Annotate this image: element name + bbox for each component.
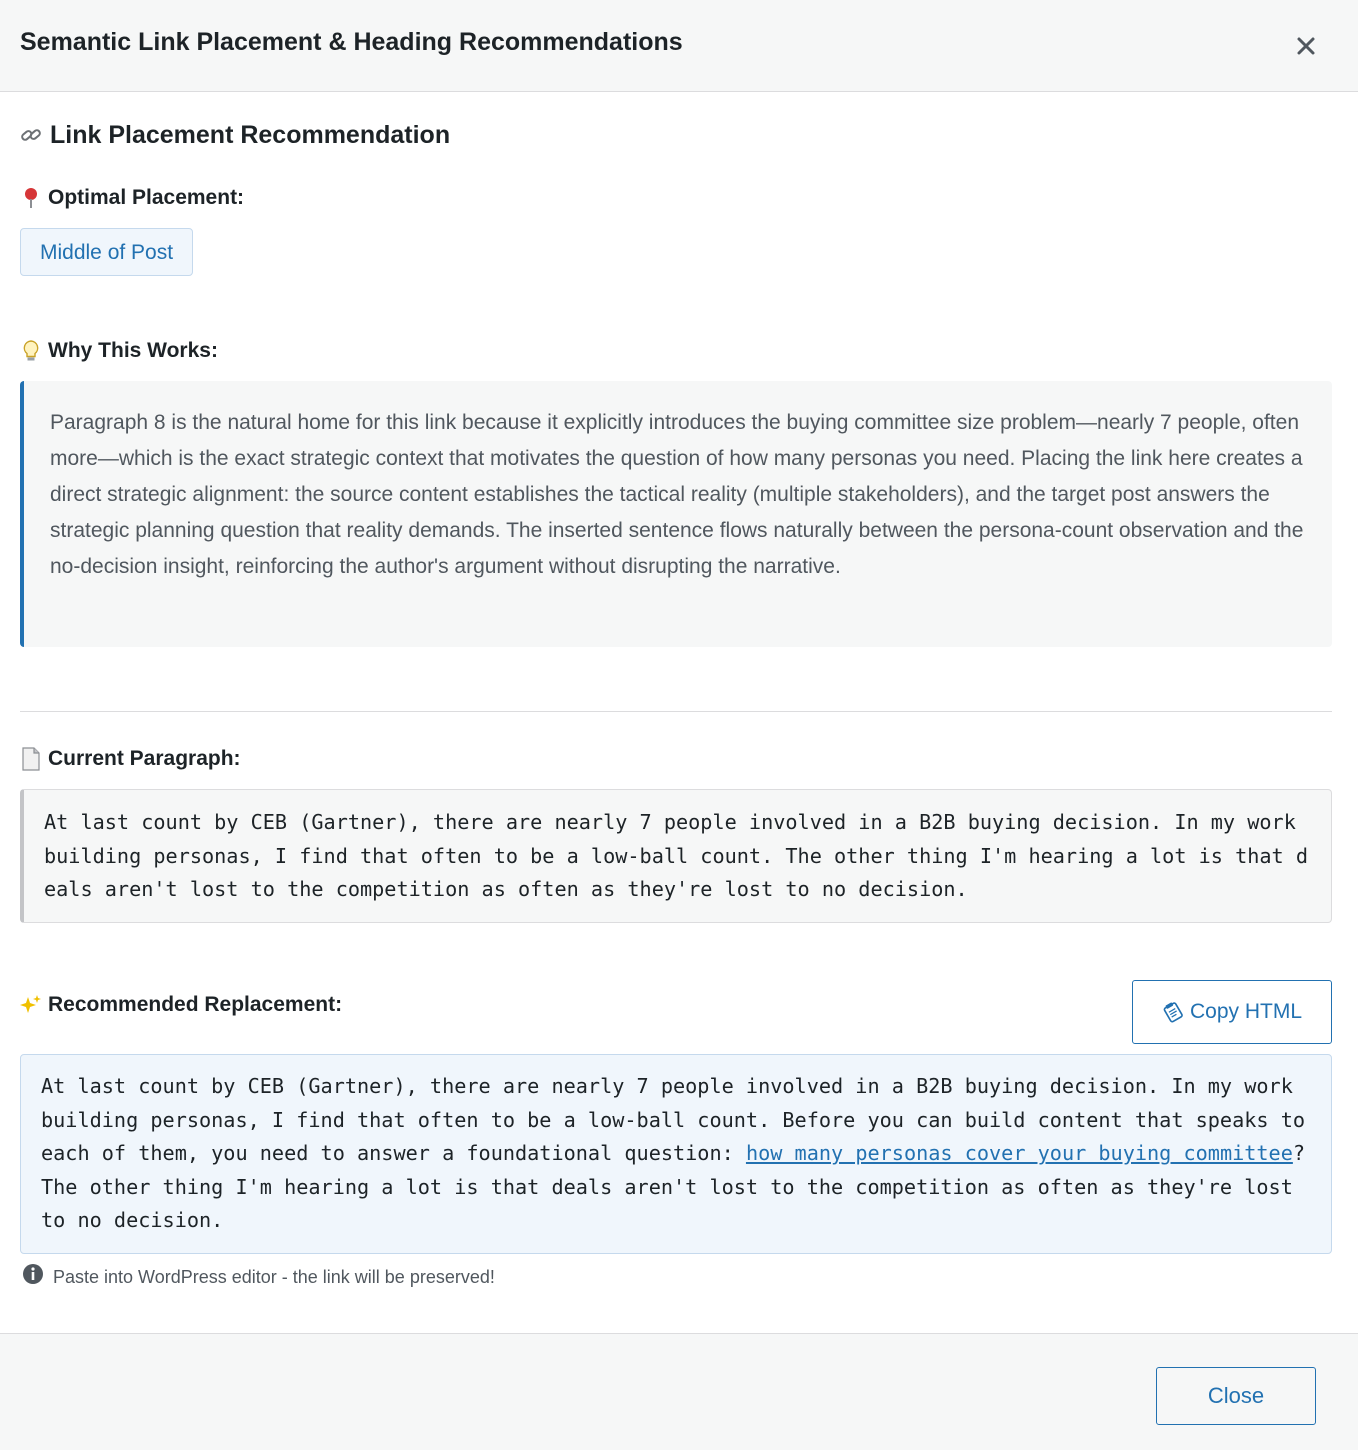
info-icon	[22, 1263, 44, 1291]
recommended-label	[20, 991, 342, 1019]
close-icon[interactable]	[1290, 30, 1322, 62]
copy-html-button-label: Copy HTML	[1189, 1000, 1303, 1023]
optimal-placement-label-text: Optimal Placement:	[48, 186, 245, 209]
recommended-text-before: At last count by CEB (Gartner), there are nearly 7 people involved in a B2B buying decision. In my work building personas, I find that often to be a low-ball count. Before you can build content that speaks to each of them, you need to answer a foundational question:	[41, 1074, 1306, 1165]
lightbulb-icon	[20, 340, 42, 362]
close-button[interactable]: Close	[1156, 1367, 1316, 1425]
recommended-link[interactable]: how many personas cover your buying committee	[745, 1141, 1293, 1165]
why-label	[20, 337, 218, 365]
paste-hint-text: Paste into WordPress editor - the link will be preserved!	[53, 1267, 495, 1287]
why-label-text: Why This Works:	[48, 339, 218, 362]
current-paragraph-label-text: Current Paragraph:	[48, 747, 241, 770]
link-section-title	[20, 119, 450, 151]
document-icon	[20, 748, 42, 770]
why-explanation: Paragraph 8 is the natural home for this link because it explicitly introduces the buying committee size problem—nearly 7 people, often more—which is the exact strategic context that motivates the question of how many personas you need. Placing the link here creates a direct strategic alignment: the source content establishes the tactical reality (multiple stakeholders), and the target post answers the strategic planning question that reality demands. The inserted sentence flows naturally between the persona-count observation and the no-decision insight, reinforcing the author's argument without disrupting the narrative.	[20, 381, 1332, 647]
modal-header	[0, 0, 1358, 92]
recommended-paragraph-text	[20, 1054, 1332, 1254]
optimal-placement-label	[20, 184, 244, 212]
sparkles-icon	[20, 994, 42, 1016]
modal-footer	[0, 1333, 1358, 1450]
clipboard-icon	[1162, 1001, 1184, 1023]
placement-badge: Middle of Post	[20, 228, 193, 276]
modal-title: Semantic Link Placement & Heading Recommendations	[20, 28, 683, 56]
current-paragraph-text: At last count by CEB (Gartner), there are nearly 7 people involved in a B2B buying decision. In my work building personas, I find that often to be a low-ball count. The other thing I'm hearing a lot is that deals aren't lost to the competition as often as they're lost to no decision.	[20, 789, 1332, 923]
link-icon	[20, 124, 42, 146]
paste-hint	[22, 1263, 495, 1291]
recommended-text-after: ? The other thing I'm hearing a lot is that deals aren't lost to the competition as often as they're lost to no decision.	[41, 1141, 1306, 1232]
link-section-title-text: Link Placement Recommendation	[50, 121, 451, 149]
copy-html-button[interactable]	[1132, 980, 1332, 1044]
pin-icon	[20, 187, 42, 209]
recommended-label-text: Recommended Replacement:	[48, 993, 343, 1016]
current-paragraph-label	[20, 745, 241, 773]
section-divider	[20, 711, 1332, 712]
